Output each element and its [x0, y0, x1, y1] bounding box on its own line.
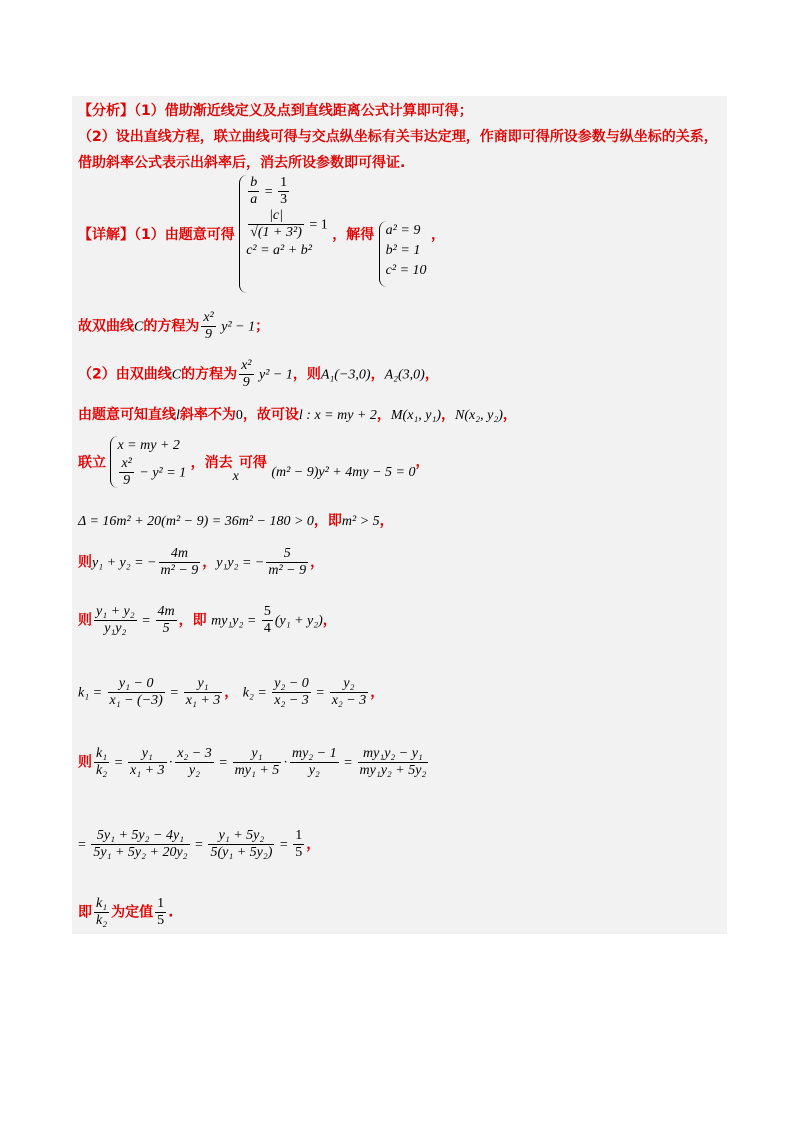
discriminant: Δ = 16m² + 20(m² − 9) = 36m² − 180 > 0，即m² > 5， [78, 513, 394, 529]
conclusion-1: 故双曲线C的方程为 $\frac{\text{x²}}{9}$ y² − 1； [78, 310, 270, 342]
analysis-line-2 [78, 126, 718, 146]
analysis-p2: （2）设出直线方程，联立曲线可得与交点纵坐标有关韦达定理，作商即可得所设参数与纵坐标的关系， [78, 129, 718, 145]
joint-system: 联立 x = my + 2 $\frac{\text{x²}}{9}$ − y² = 1 ，消去x可得 (m² − 9)y² + 4my − 5 = 0， [78, 438, 430, 488]
ratio-step: 则 $\frac{\text{y₁ + y₂}}{\text{y₁y₂}}$ = $\frac{4m}{5}$ ，即 my₁y₂ = $\frac{5}{4}$ (y₁ + y₂)， [78, 604, 337, 636]
analysis-line-3 [78, 152, 405, 172]
slope-ratio: 则 $\frac{\text{k₁}}{\text{k₂}}$ = $\frac{\text{y₁}}{\text{x₁ + 3}}$ · $\frac{\text{x₂ − 3}}{\text{y₂}}$ = $\frac{\text{y₁}}{\text{my₁ + 5}}$ · $\frac{\text{my₂ − 1}}{\text{y₂}}$ = $\frac{\text{my₁y₂ − y₁}}{\text{my₁y₂ + 5y₂}}$ [78, 746, 427, 778]
system-brace-1: $\frac{b}{a}$ = $\frac{1}{3}$ $\frac{|c|}{\text{√(1 + 3²)}}$ = 1 c² = a² + b² [239, 175, 328, 293]
detail-label: 【详解】 [78, 227, 134, 243]
part2-intro: （2）由双曲线C的方程为 $\frac{\text{x²}}{9}$ y² − 1，则A₁(−3,0)，A₂(3,0)， [78, 358, 439, 390]
line-setup: 由题意可知直线l斜率不为0，故可设l : x = my + 2，M(x₁, y₁)，N(x₂, y₂)， [78, 407, 517, 423]
system-brace-2: x = my + 2 $\frac{\text{x²}}{9}$ − y² = 1 [110, 436, 186, 488]
analysis-label: 【分析】 [78, 103, 134, 119]
final-conclusion: 即 $\frac{\text{k₁}}{\text{k₂}}$ 为定值 $\frac{1}{5}$ . [78, 896, 174, 928]
result-brace: a² = 9 b² = 1 c² = 10 [379, 221, 427, 287]
slopes: k₁ = $\frac{\text{y₁ − 0}}{\text{x₁ − (−3)}}$ = $\frac{\text{y₁}}{\text{x₁ + 3}}$ ， k₂ = $\frac{\text{y₂ − 0}}{\text{x₂ − 3}}$ = $\frac{\text{y₂}}{\text{x₂ − 3}}$ ， [78, 676, 385, 708]
detail-step1: 【详解】（1）由题意可得 $\frac{b}{a}$ = $\frac{1}{3}$ $\frac{|c|}{\text{√(1 + 3²)}}$ = 1 c² = a² + b² ，解得 a² = 9 b² = 1 c² = 10 ， [78, 175, 445, 293]
analysis-line-1 [78, 100, 473, 120]
solve-word: ，解得 [332, 227, 375, 243]
analysis-p1: （1）借助渐近线定义及点到直线距离公式计算即可得； [134, 103, 473, 119]
detail-s1: （1）由题意可得 [134, 227, 235, 243]
analysis-p3: 借助斜率公式表示出斜率后，消去所设参数即可得证. [78, 155, 406, 171]
final-simplify: = $\frac{\text{5y₁ + 5y₂ − 4y₁}}{\text{5y₁ + 5y₂ + 20y₂}}$ = $\frac{\text{y₁ + 5y₂}}{\text{5(y₁ + 5y₂)}}$ = $\frac{1}{5}$ ， [78, 828, 321, 860]
vieta: 则y₁ + y₂ = − $\frac{4m}{\text{m² − 9}}$ ，y₁y₂ = − $\frac{5}{\text{m² − 9}}$ ， [78, 546, 325, 578]
